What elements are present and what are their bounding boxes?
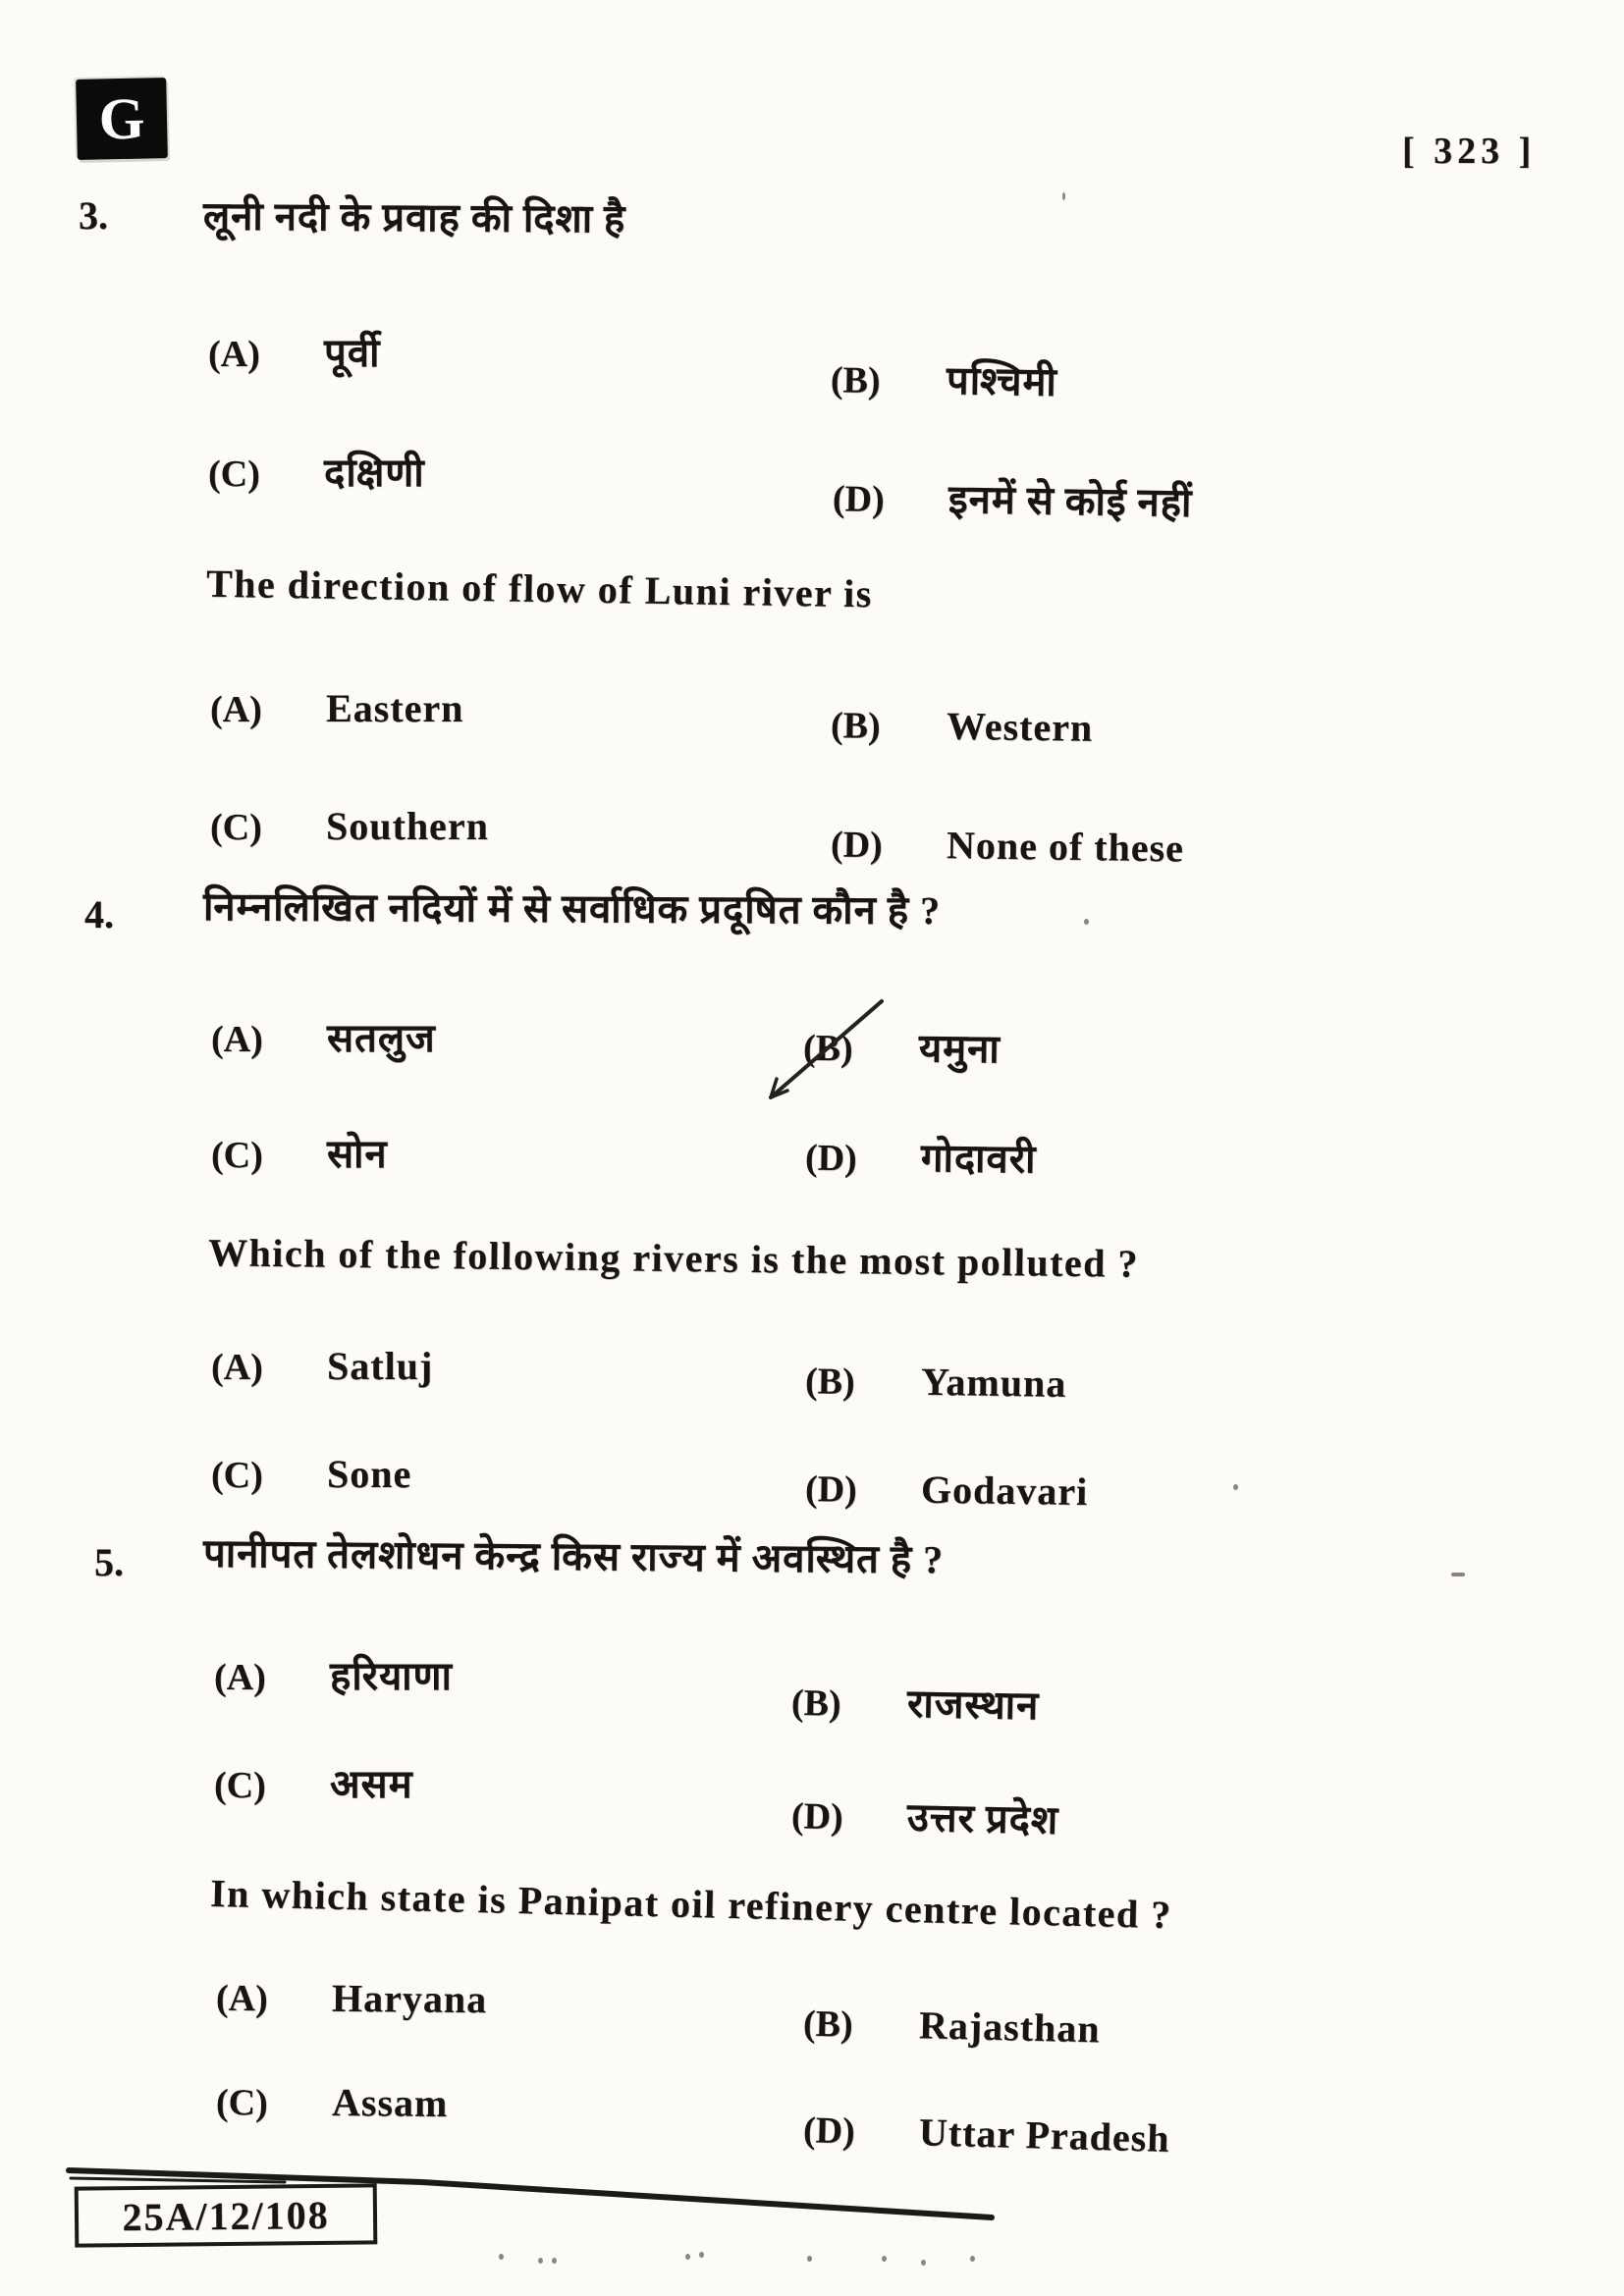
option-label: (B) (790, 1682, 841, 1725)
option-label: (C) (214, 1765, 266, 1806)
option-label: (B) (804, 1361, 855, 1403)
option-label: (C) (208, 454, 260, 495)
option-text: Satluj (327, 1344, 434, 1388)
option-label: (D) (790, 1795, 844, 1839)
option-text: उत्तर प्रदेश (906, 1794, 1059, 1842)
option-english-a (210, 685, 463, 731)
option-label: (B) (830, 359, 881, 401)
option-text: असम (330, 1762, 413, 1806)
option-label: (C) (215, 2081, 268, 2124)
option-english-a (216, 1974, 488, 2022)
option-text: None of these (946, 823, 1185, 871)
option-text: पश्चिमी (946, 358, 1058, 404)
option-label: (C) (211, 1455, 263, 1496)
question-number: 3. (79, 193, 108, 238)
option-text: Yamuna (920, 1359, 1067, 1406)
option-label: (D) (832, 478, 886, 520)
option-label: (A) (208, 334, 260, 375)
option-text: सोन (327, 1132, 388, 1176)
option-text: इनमें से कोई नहीं (947, 476, 1193, 525)
option-label: (B) (802, 1027, 853, 1070)
option-text: यमुना (918, 1026, 1001, 1072)
scan-speck (685, 2254, 690, 2260)
option-english-c (216, 2078, 449, 2126)
option-text: Assam (331, 2079, 449, 2126)
booklet-code-box (75, 2183, 378, 2247)
scan-speck (921, 2260, 926, 2266)
option-hindi-a (208, 324, 380, 378)
option-text: Eastern (326, 686, 464, 730)
option-hindi-a (211, 1009, 436, 1063)
option-english-a (211, 1343, 433, 1389)
option-text: Haryana (331, 1975, 488, 2022)
option-text: सतलुज (327, 1016, 436, 1060)
option-label: (C) (210, 807, 262, 848)
option-label: (A) (214, 1657, 266, 1698)
option-hindi-c (214, 1755, 413, 1809)
option-label: (B) (830, 705, 881, 747)
option-text: गोदावरी (920, 1136, 1037, 1182)
option-text: Rajasthan (918, 2002, 1102, 2052)
question-text-hindi: पानीपत तेलशोधन केन्द्र किस राज्य में अवस्थित है ? (202, 1530, 945, 1582)
scan-speck (499, 2254, 504, 2260)
option-label: (D) (802, 2109, 856, 2153)
question-text-hindi: निम्नलिखित नदियों में से सर्वाधिक प्रदूषित कौन है ? (202, 884, 942, 933)
booklet-code: 25A/12/108 (122, 2192, 330, 2239)
scan-speck (538, 2258, 543, 2264)
option-label: (C) (211, 1135, 263, 1176)
option-text: Godavari (920, 1467, 1089, 1515)
option-english-b (831, 701, 1094, 751)
question-number: 5. (94, 1540, 124, 1584)
option-text: Uttar Pradesh (918, 2109, 1171, 2161)
option-english-b (803, 2000, 1102, 2053)
scan-speck (970, 2256, 975, 2262)
option-english-b (805, 1357, 1067, 1407)
question-number: 4. (84, 892, 114, 936)
option-english-c (210, 803, 489, 849)
question-text-english: The direction of flow of Luni river is (205, 561, 874, 616)
pen-slash-mark (746, 982, 923, 1119)
option-text: पूर्वी (324, 331, 381, 375)
scan-speck (882, 2256, 887, 2262)
option-label: (D) (804, 1468, 858, 1511)
option-english-d (831, 820, 1184, 871)
option-text: दक्षिणी (324, 451, 425, 495)
option-english-d (805, 1465, 1089, 1515)
page-number: [ 323 ] (1402, 131, 1537, 172)
scan-speck (699, 2252, 704, 2258)
option-hindi-d (833, 468, 1193, 528)
series-badge: G (76, 78, 168, 160)
option-label: (B) (802, 2002, 854, 2046)
option-label: (A) (210, 689, 262, 730)
option-text: Southern (326, 804, 489, 848)
option-label: (D) (830, 824, 884, 867)
option-hindi-c (211, 1125, 388, 1179)
option-english-c (211, 1451, 411, 1497)
question-text-hindi: लूनी नदी के प्रवाह की दिशा है (202, 193, 626, 241)
option-hindi-d (805, 1128, 1037, 1185)
option-text: Sone (327, 1452, 412, 1496)
option-english-d (802, 2106, 1170, 2162)
option-label: (D) (804, 1137, 857, 1180)
scan-speck (807, 2256, 812, 2262)
option-hindi-a (214, 1647, 453, 1701)
option-text: हरियाणा (330, 1654, 453, 1698)
option-hindi-d (790, 1786, 1058, 1845)
option-label: (A) (215, 1977, 268, 2020)
option-hindi-b (831, 349, 1058, 407)
option-hindi-c (208, 444, 425, 498)
question-text-english: In which state is Panipat oil refinery centre located ? (209, 1870, 1173, 1938)
scan-speck (1233, 1484, 1238, 1490)
question-text-english: Which of the following rivers is the most polluted ? (207, 1230, 1140, 1286)
scan-speck (552, 2258, 557, 2264)
scan-speck (1451, 1573, 1465, 1576)
scan-speck (1084, 919, 1089, 925)
option-hindi-b (791, 1673, 1040, 1731)
option-text: राजस्थान (906, 1681, 1040, 1729)
option-text: Western (946, 703, 1094, 750)
option-label: (A) (211, 1019, 263, 1060)
scan-speck (1062, 192, 1065, 200)
option-label: (A) (211, 1347, 263, 1388)
